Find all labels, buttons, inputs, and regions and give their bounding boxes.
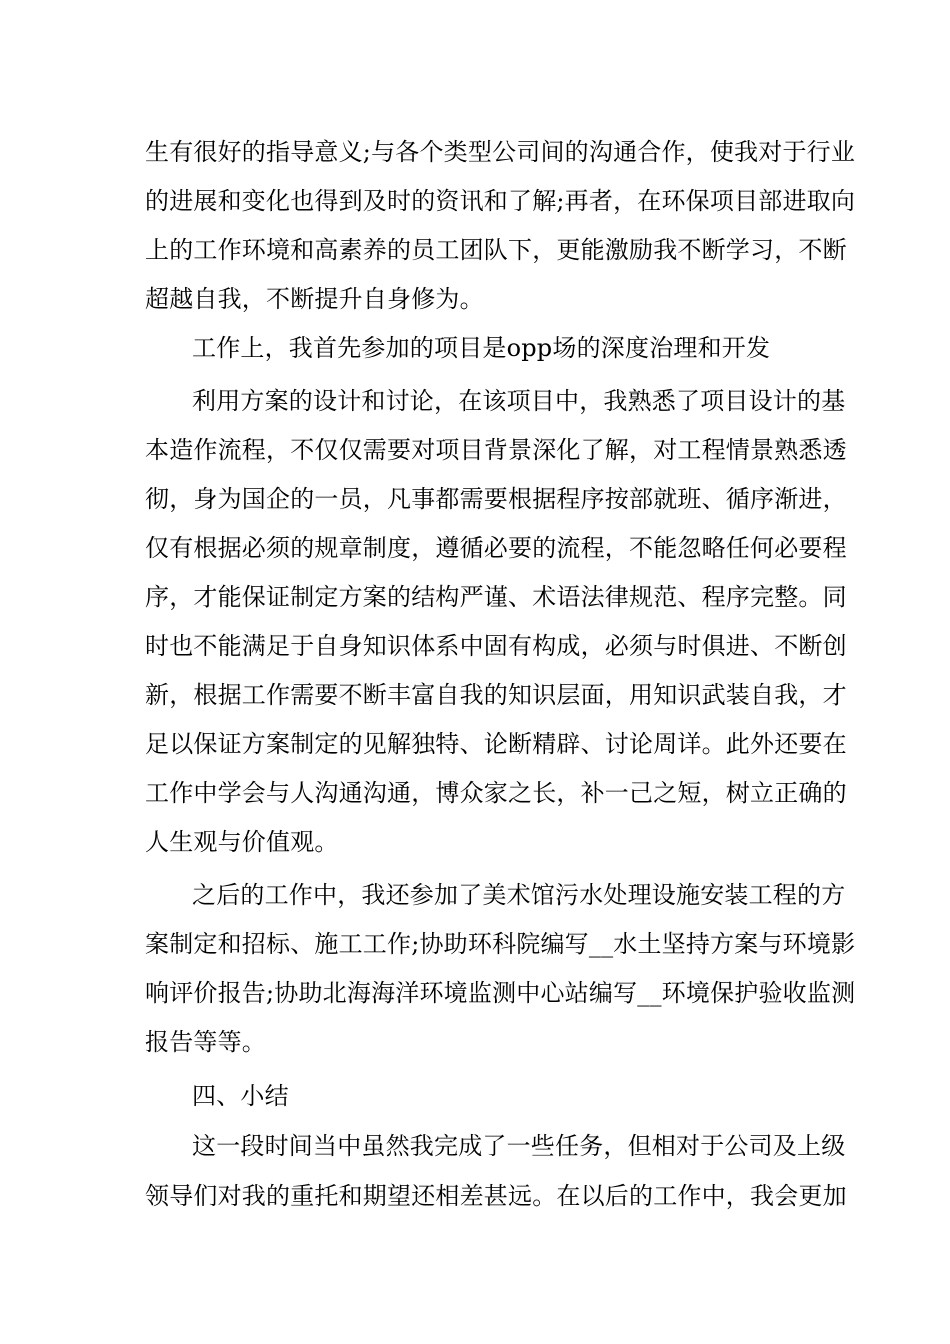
text-line: 超越自我，不断提升自身修为。 bbox=[145, 285, 484, 313]
text-line: 彻，身为国企的一员，凡事都需要根据程序按部就班、循序渐进， bbox=[145, 485, 847, 513]
text-line: 本造作流程，不仅仅需要对项目背景深化了解，对工程情景熟悉透 bbox=[145, 436, 847, 464]
section-heading: 四、小结 bbox=[192, 1082, 289, 1110]
text-line: 足以保证方案制定的见解独特、论断精辟、讨论周详。此外还要在 bbox=[145, 730, 847, 758]
text-line: 之后的工作中，我还参加了美术馆污水处理设施安装工程的方 bbox=[192, 881, 846, 909]
text-line: 这一段时间当中虽然我完成了一些任务，但相对于公司及上级 bbox=[192, 1132, 846, 1160]
text-line: 工作上，我首先参加的项目是opp场的深度治理和开发 bbox=[192, 334, 771, 362]
text-line: 仅有根据必须的规章制度，遵循必要的流程，不能忽略任何必要程 bbox=[145, 534, 847, 562]
text-line: 案制定和招标、施工工作;协助环科院编写__水土坚持方案与环境影 bbox=[145, 930, 856, 958]
text-line: 新，根据工作需要不断丰富自我的知识层面，用知识武装自我，才 bbox=[145, 681, 847, 709]
text-line: 工作中学会与人沟通沟通，博众家之长，补一己之短，树立正确的 bbox=[145, 779, 847, 807]
text-line: 的进展和变化也得到及时的资讯和了解;再者，在环保项目部进取向 bbox=[145, 187, 856, 215]
text-line: 报告等等。 bbox=[145, 1028, 266, 1056]
text-line: 上的工作环境和高素养的员工团队下，更能激励我不断学习，不断 bbox=[145, 236, 847, 264]
text-line: 序，才能保证制定方案的结构严谨、术语法律规范、程序完整。同 bbox=[145, 583, 847, 611]
text-line: 利用方案的设计和讨论，在该项目中，我熟悉了项目设计的基 bbox=[192, 387, 846, 415]
text-line: 响评价报告;协助北海海洋环境监测中心站编写__环境保护验收监测 bbox=[145, 979, 856, 1007]
text-line: 生有很好的指导意义;与各个类型公司间的沟通合作，使我对于行业 bbox=[145, 138, 856, 166]
text-line: 时也不能满足于自身知识体系中固有构成，必须与时俱进、不断创 bbox=[145, 632, 847, 660]
text-line: 人生观与价值观。 bbox=[145, 828, 339, 856]
text-line: 领导们对我的重托和期望还相差甚远。在以后的工作中，我会更加 bbox=[145, 1182, 847, 1210]
